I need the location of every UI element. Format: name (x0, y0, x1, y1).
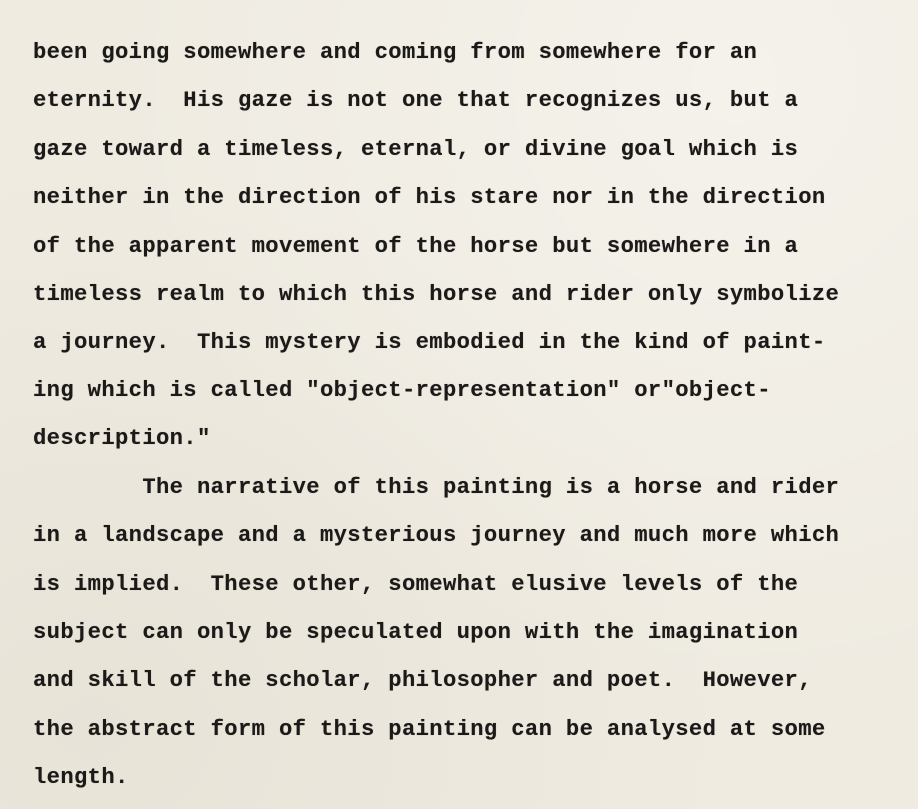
text-line: been going somewhere and coming from somewhere for an (33, 40, 758, 65)
text-line: and skill of the scholar, philosopher and poet. However, (33, 668, 812, 693)
text-line: timeless realm to which this horse and rider only symbolize (33, 282, 840, 307)
text-line: a journey. This mystery is embodied in the kind of paint- (33, 330, 826, 355)
text-line: the abstract form of this painting can be analysed at some (33, 717, 826, 742)
text-line: of the apparent movement of the horse but somewhere in a (33, 234, 799, 259)
text-line: description." (33, 426, 211, 451)
text-line: neither in the direction of his stare nor in the direction (33, 185, 826, 210)
text-line: is implied. These other, somewhat elusive levels of the (33, 572, 799, 597)
text-line: gaze toward a timeless, eternal, or divine goal which is (33, 137, 799, 162)
text-line: length. (33, 765, 129, 790)
text-line: eternity. His gaze is not one that recognizes us, but a (33, 88, 799, 113)
text-line: ing which is called "object-representation" or"object- (33, 378, 771, 403)
text-line: in a landscape and a mysterious journey and much more which (33, 523, 840, 548)
text-line: The narrative of this painting is a horse and rider (33, 475, 840, 500)
text-line: subject can only be speculated upon with the imagination (33, 620, 799, 645)
